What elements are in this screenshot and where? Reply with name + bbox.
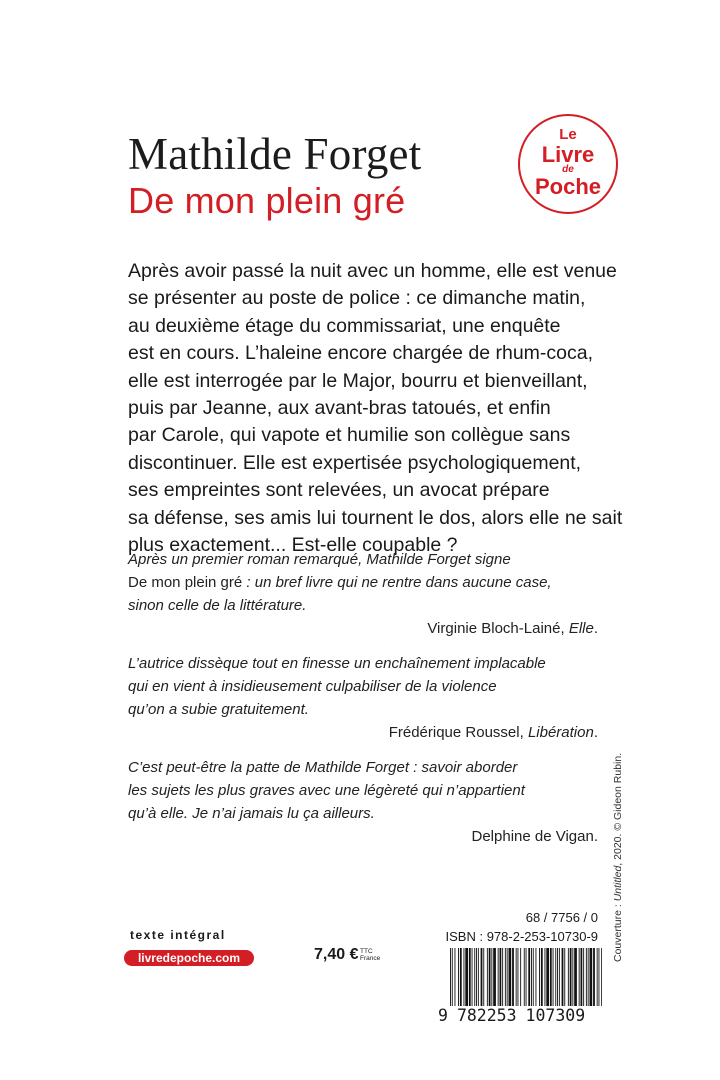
barcode-bar [593, 948, 595, 1006]
barcode-bar [483, 948, 484, 1006]
barcode-bar [581, 948, 583, 1006]
barcode-digit-group: 107309 [525, 1006, 586, 1025]
logo-word-poche: Poche [534, 174, 602, 199]
summary-line: Après avoir passé la nuit avec un homme, elle est venue [128, 260, 617, 282]
price-note [360, 948, 380, 962]
barcode-bar [489, 948, 491, 1006]
quote-line: les sujets les plus graves avec une légèreté qui n’appartient [128, 782, 525, 799]
barcode-bar [568, 948, 569, 1006]
barcode-bar [555, 948, 556, 1006]
quote-source [128, 721, 598, 744]
barcode-bar [564, 948, 565, 1006]
summary-line: au deuxième étage du commissariat, une enquête [128, 314, 561, 337]
summary-line: elle est interrogée par le Major, bourru et bienveillant, [128, 369, 588, 392]
quote-text: : un bref livre qui ne rentre dans aucune case, [242, 574, 552, 591]
barcode-bar [520, 948, 521, 1006]
barcode-bar [472, 948, 473, 1006]
barcode-digit-group: 782253 [456, 1006, 517, 1025]
barcode-bar [458, 948, 459, 1006]
source-end: . [593, 724, 598, 741]
logo-word-livre: Livre [541, 142, 595, 167]
barcode-bar [524, 948, 525, 1006]
logo-word-le: Le [559, 126, 577, 143]
credit-work: Untitled [612, 865, 624, 902]
barcode-bar [553, 948, 554, 1006]
barcode-bar [531, 948, 532, 1006]
barcode-bar [546, 948, 549, 1006]
barcode-bar [533, 948, 534, 1006]
barcode-bar [509, 948, 512, 1006]
summary-line: discontinuer. Elle est expertisée psychologiquement, [128, 451, 582, 474]
barcode-bar [528, 948, 530, 1006]
barcode-bar [526, 948, 527, 1006]
press-quote-1 [128, 548, 598, 640]
barcode-bar [579, 948, 580, 1006]
author-name: Mathilde Forget [128, 129, 422, 179]
barcode-bar [452, 948, 453, 1006]
website-badge: livredepoche.com [124, 950, 254, 966]
barcode-bar [512, 948, 514, 1006]
barcode-bar [502, 948, 503, 1006]
book-summary [128, 258, 623, 559]
summary-line: est en cours. L’haleine encore chargée de rhum-coca, [128, 342, 594, 365]
summary-line: puis par Jeanne, aux avant-bras tatoués, et enfin [128, 397, 551, 420]
barcode-bar [474, 948, 475, 1006]
barcode-bar [493, 948, 496, 1006]
book-title: De mon plein gré [128, 180, 406, 221]
price-note-country: France [360, 955, 381, 962]
summary-line: ses empreintes sont relevées, un avocat prépare [128, 479, 550, 502]
quote-line: qu’on a subie gratuitement. [128, 701, 309, 718]
barcode-bar [601, 948, 602, 1006]
quote-line: qu’à elle. Je n’ai jamais lu ça ailleurs. [128, 805, 375, 822]
barcode-bar [574, 948, 577, 1006]
price-value: 7,40 € [314, 946, 359, 963]
barcode-bar [455, 948, 456, 1006]
source-name: Frédérique Roussel, [388, 724, 528, 741]
source-name: Virginie Bloch-Lainé, [427, 620, 569, 637]
barcode-bar [583, 948, 584, 1006]
barcode-bar [516, 948, 517, 1006]
barcode [450, 948, 602, 1006]
barcode-bar [476, 948, 477, 1006]
barcode-bar [478, 948, 479, 1006]
barcode-bar [597, 948, 598, 1006]
publisher-logo [518, 114, 618, 214]
barcode-bar [599, 948, 600, 1006]
edition-label: texte intégral [130, 928, 226, 942]
barcode-bar [550, 948, 552, 1006]
barcode-bar [469, 948, 471, 1006]
barcode-bar [487, 948, 488, 1006]
quote-line: C’est peut-être la patte de Mathilde Forget : savoir aborder [128, 759, 518, 776]
catalog-code: 68 / 7756 / 0 [525, 910, 598, 925]
summary-line: plus exactement... Est-elle coupable ? [128, 534, 458, 557]
quote-line: Après un premier roman remarqué, Mathilde Forget signe [128, 551, 511, 568]
barcode-digits [438, 1006, 594, 1025]
cover-credit [612, 753, 624, 962]
barcode-bar [536, 948, 537, 1006]
barcode-bar [500, 948, 502, 1006]
summary-line: par Carole, qui vapote et humilie son collègue sans [128, 424, 571, 447]
barcode-bar [518, 948, 519, 1006]
barcode-bar [498, 948, 499, 1006]
summary-line: sa défense, ses amis lui tournent le dos, alors elle ne sait [128, 506, 623, 529]
barcode-bar [590, 948, 593, 1006]
barcode-bar [562, 948, 564, 1006]
barcode-bar [465, 948, 468, 1006]
quoted-title: De mon plein gré [128, 574, 243, 591]
quote-line: qui en vient à insidieusement culpabiliser de la violence [128, 678, 497, 695]
quote-line: L’autrice dissèque tout en finesse un enchaînement implacable [128, 655, 546, 672]
barcode-bar [507, 948, 508, 1006]
quote-line [128, 571, 598, 594]
source-publication: Elle [568, 620, 594, 637]
barcode-bar [464, 948, 465, 1006]
summary-line: se présenter au poste de police : ce dimanche matin, [128, 287, 586, 310]
barcode-bar [539, 948, 540, 1006]
source-publication: Libération [527, 724, 594, 741]
barcode-bar [491, 948, 492, 1006]
quote-source [128, 825, 598, 848]
barcode-bar [570, 948, 572, 1006]
price-note-ttc: TTC [360, 948, 373, 955]
quote-line: sinon celle de la littérature. [128, 597, 307, 614]
barcode-digit-group: 9 [438, 1006, 448, 1025]
barcode-bar [572, 948, 573, 1006]
isbn: ISBN : 978-2-253-10730-9 [445, 929, 598, 944]
barcode-bar [588, 948, 589, 1006]
press-quote-3 [128, 756, 598, 848]
quote-source [128, 617, 598, 640]
barcode-bar [541, 948, 543, 1006]
credit-rest: , 2020. © Gideon Rubin. [612, 752, 624, 866]
source-end: . [593, 620, 598, 637]
barcode-bar [505, 948, 506, 1006]
barcode-bar [559, 948, 560, 1006]
credit-prefix: Couverture : [612, 901, 624, 962]
barcode-bar [545, 948, 546, 1006]
press-quote-2 [128, 652, 598, 744]
barcode-bar [460, 948, 462, 1006]
barcode-bar [557, 948, 558, 1006]
barcode-bar [481, 948, 483, 1006]
barcode-bar [450, 948, 451, 1006]
price [314, 946, 381, 964]
barcode-bar [586, 948, 587, 1006]
source-name: Delphine de Vigan. [471, 828, 598, 845]
logo-word-de: de [562, 164, 574, 175]
